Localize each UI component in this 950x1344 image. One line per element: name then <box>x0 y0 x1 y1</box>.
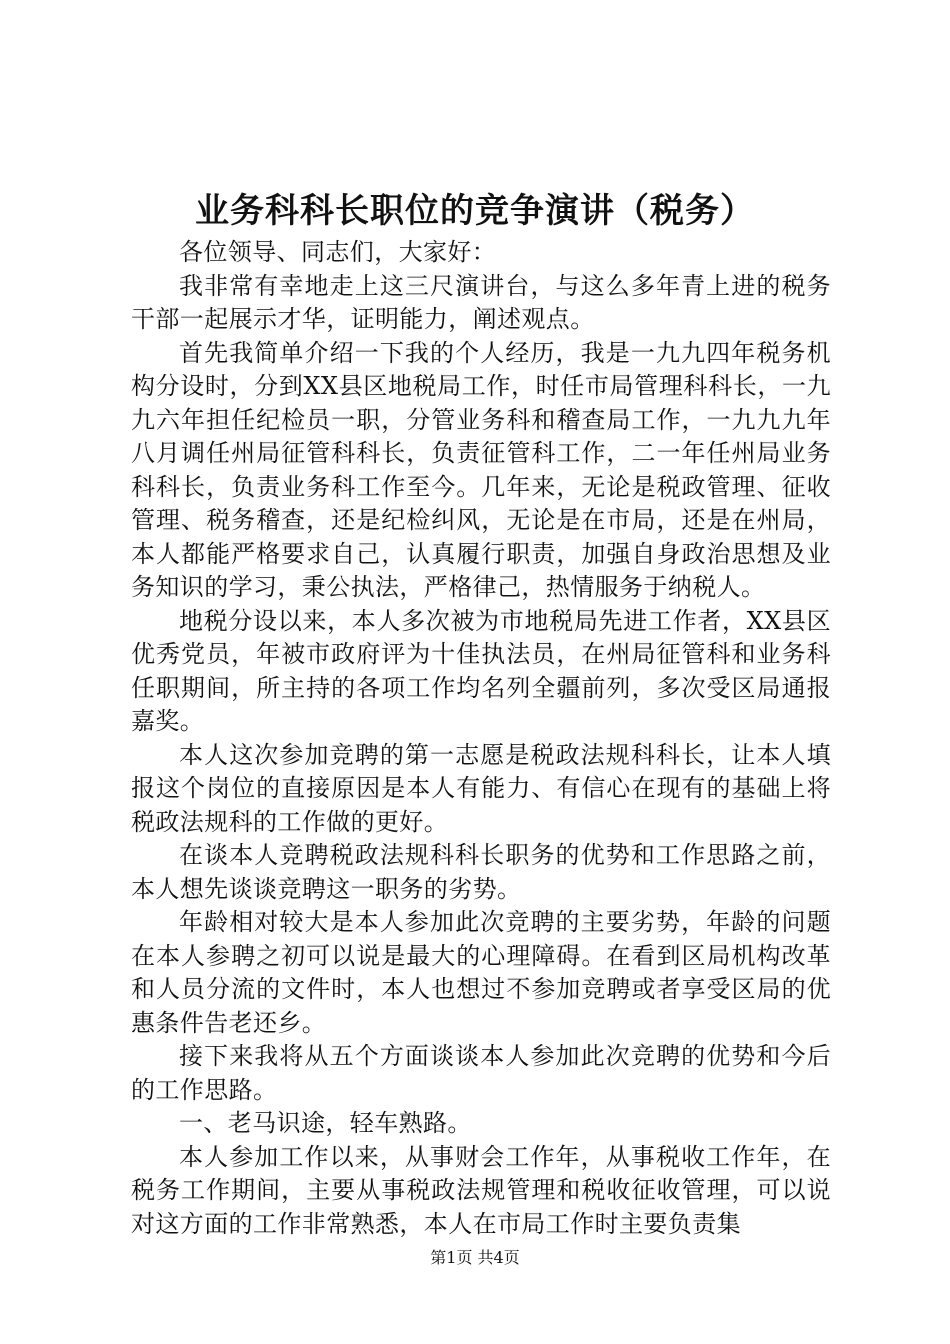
document-title: 业务科科长职位的竞争演讲（税务） <box>195 191 755 231</box>
document-body <box>131 236 831 1241</box>
paragraph-five-aspects: 接下来我将从五个方面谈谈本人参加此次竞聘的优势和今后的工作思路。 <box>131 1042 831 1104</box>
paragraph-honors: 地税分设以来，本人多次被为市地税局先进工作者，XX县区优秀党员，年被市政府评为十佳执法员，在州局征管科和业务科任职期间，所主持的各项工作均名列全疆前列，多次受区局通报嘉奖。 <box>131 606 831 735</box>
paragraph-work-history: 本人参加工作以来，从事财会工作年，从事税收工作年，在税务工作期间，主要从事税政法规管理和税收征收管理，可以说对这方面的工作非常熟悉，本人在市局工作时主要负责集 <box>131 1142 831 1238</box>
paragraph-age: 年龄相对较大是本人参加此次竞聘的主要劣势，年龄的问题在本人参聘之初可以说是最大的心理障碍。在看到区局机构改革和人员分流的文件时，本人也想过不参加竞聘或者享受区局的优惠条件告老还乡。 <box>131 908 831 1037</box>
paragraph-first-choice: 本人这次参加竞聘的第一志愿是税政法规科科长，让本人填报这个岗位的直接原因是本人有能力、有信心在现有的基础上将税政法规科的工作做的更好。 <box>131 740 831 836</box>
page-number-footer: 第1页 共4页 <box>430 1248 520 1267</box>
paragraph-greeting: 各位领导、同志们，大家好： <box>179 238 497 266</box>
paragraph-experience: 首先我简单介绍一下我的个人经历，我是一九九四年税务机构分设时，分到XX县区地税局工作，时任市局管理科科长，一九九六年担任纪检员一职，分管业务科和稽查局工作，一九九九年八月调任州局征管科科长，负责征管科工作，二一年任州局业务科科长，负责业务科工作至今。几年来，无论是税政管理、征收管理、税务稽查，还是纪检纠风，无论是在市局，还是在州局，本人都能严格要求自己，认真履行职责，加强自身政治思想及业务知识的学习，秉公执法，严格律己，热情服务于纳税人。 <box>131 338 831 601</box>
section-heading-1: 一、老马识途，轻车熟路。 <box>179 1109 472 1137</box>
paragraph-intro: 我非常有幸地走上这三尺演讲台，与这么多年青上进的税务干部一起展示才华，证明能力，阐述观点。 <box>131 271 831 333</box>
paragraph-weakness-intro: 在谈本人竞聘税政法规科科长职务的优势和工作思路之前，本人想先谈谈竞聘这一职务的劣势。 <box>131 841 831 903</box>
